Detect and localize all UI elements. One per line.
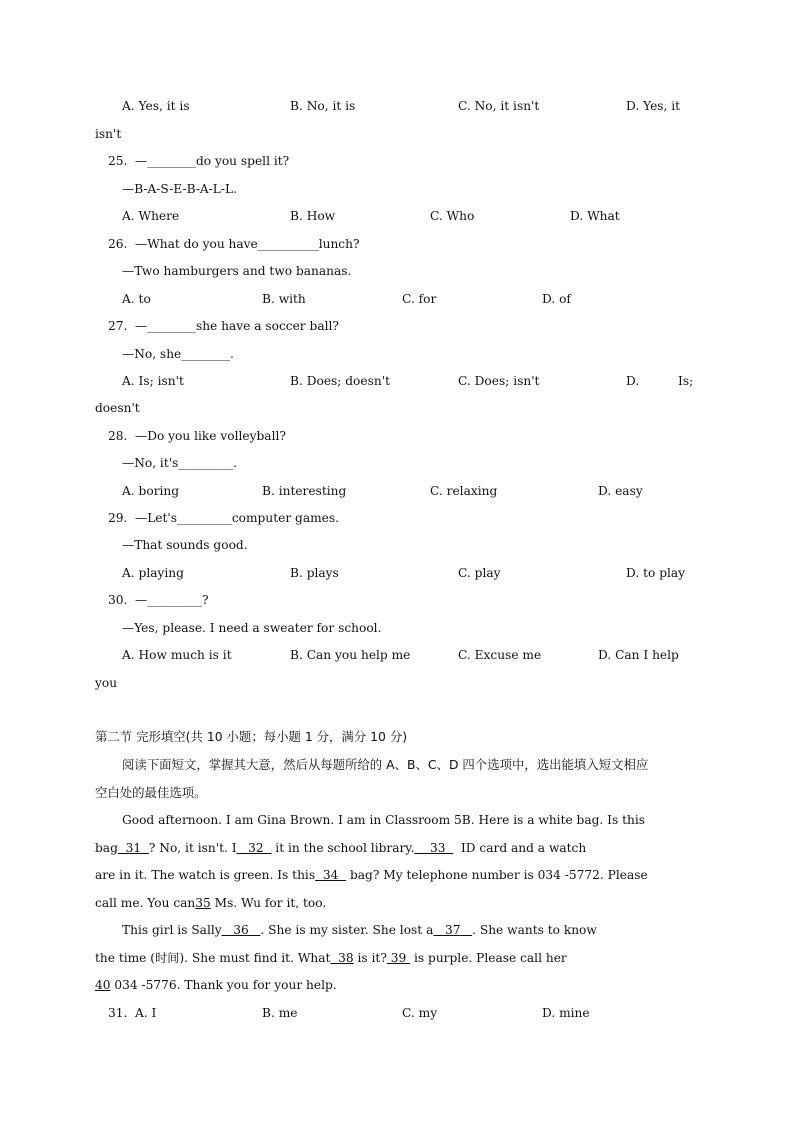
q27-option-wrap: doesn't [95, 401, 140, 415]
section-instruction-cont: 空白处的最佳选项。 [95, 785, 207, 800]
q24-option-wrap: isn't [95, 127, 122, 141]
blank-32: 32 [236, 841, 272, 855]
blank-35: 35 [195, 896, 211, 910]
q29-option-d: D. to play [626, 566, 686, 580]
q26-option-a: A. to [122, 292, 151, 306]
q28-option-c: C. relaxing [430, 484, 498, 498]
q25-option-c: C. Who [430, 209, 475, 223]
q31-option-b: B. me [262, 1006, 298, 1020]
q28-option-a: A. boring [122, 484, 180, 498]
q25-answer: —B-A-S-E-B-A-L-L. [122, 182, 237, 196]
q26-number: 26. [108, 237, 128, 251]
passage-line-3: are in it. The watch is green. Is this 34 bag? My telephone number is 034 -5772. Please [95, 868, 648, 882]
passage-line-5: This girl is Sally 36 . She is my sister. She lost a 37 . She wants to know [122, 923, 597, 937]
q29-option-c: C. play [458, 566, 501, 580]
q27-answer: —No, she________. [122, 347, 234, 361]
q29-number: 29. [108, 511, 128, 525]
q31-option-a: A. I [135, 1006, 157, 1020]
blank-37: 37 [433, 923, 473, 937]
q29-stem: —Let's_________computer games. [135, 511, 339, 525]
q28-option-d: D. easy [598, 484, 643, 498]
q27-stem: —________she have a soccer ball? [135, 319, 339, 333]
q24-option-d: D. Yes, it [626, 99, 681, 113]
q29-answer: —That sounds good. [122, 538, 248, 552]
q26-answer: —Two hamburgers and two bananas. [122, 264, 352, 278]
passage-line-4: call me. You can35 Ms. Wu for it, too. [95, 896, 327, 910]
q24-option-b: B. No, it is [290, 99, 356, 113]
q24-option-c: C. No, it isn't [458, 99, 540, 113]
q27-option-a: A. Is; isn't [122, 374, 184, 388]
section-instruction: 阅读下面短文，掌握其大意，然后从每题所给的 A、B、C、D 四个选项中，选出能填入短文相应 [122, 757, 649, 772]
q27-option-d-text: Is; [678, 374, 694, 388]
passage-line-7: 40 034 -5776. Thank you for your help. [95, 978, 337, 992]
q25-option-d: D. What [570, 209, 620, 223]
q28-answer: —No, it's_________. [122, 456, 238, 470]
q26-option-c: C. for [402, 292, 437, 306]
q31-number: 31. [108, 1006, 128, 1020]
blank-31: 31 [117, 841, 149, 855]
q29-option-a: A. playing [122, 566, 184, 580]
q30-option-b: B. Can you help me [290, 648, 411, 662]
q26-option-d: D. of [542, 292, 571, 306]
section-heading: 第二节 完形填空(共 10 小题；每小题 1 分，满分 10 分) [95, 729, 408, 744]
q30-option-d: D. Can I help [598, 648, 679, 662]
q28-number: 28. [108, 429, 128, 443]
q31-option-d: D. mine [542, 1006, 590, 1020]
q30-option-a: A. How much is it [122, 648, 232, 662]
q25-option-a: A. Where [122, 209, 180, 223]
blank-34: 34 [315, 868, 347, 882]
q25-option-b: B. How [290, 209, 336, 223]
q31-option-c: C. my [402, 1006, 438, 1020]
q30-stem: —_________? [135, 593, 209, 607]
blank-33: 33 [414, 841, 454, 855]
blank-40: 40 [95, 978, 111, 992]
q27-number: 27. [108, 319, 128, 333]
passage-line-6: the time (时间). She must find it. What 38 is it? 39 is purple. Please call her [95, 951, 567, 965]
q26-option-b: B. with [262, 292, 306, 306]
q25-number: 25. [108, 154, 128, 168]
q26-stem: —What do you have__________lunch? [135, 237, 360, 251]
blank-36: 36 [221, 923, 261, 937]
q25-stem: —________do you spell it? [135, 154, 290, 168]
q27-option-b: B. Does; doesn't [290, 374, 390, 388]
q27-option-d: D. [626, 374, 640, 388]
q24-option-a: A. Yes, it is [122, 99, 190, 113]
blank-38: 38 [330, 951, 354, 965]
q30-number: 30. [108, 593, 128, 607]
q27-option-c: C. Does; isn't [458, 374, 540, 388]
q29-option-b: B. plays [290, 566, 339, 580]
q30-answer: —Yes, please. I need a sweater for school. [122, 621, 382, 635]
q30-option-c: C. Excuse me [458, 648, 542, 662]
q28-option-b: B. interesting [262, 484, 347, 498]
q28-stem: —Do you like volleyball? [135, 429, 286, 443]
blank-39: 39 [386, 951, 411, 965]
passage-line-1: Good afternoon. I am Gina Brown. I am in Classroom 5B. Here is a white bag. Is this [122, 813, 646, 827]
passage-line-2: bag 31 ? No, it isn't. I 32 it in the school library. 33 ID card and a watch [95, 841, 587, 855]
q30-option-wrap: you [95, 676, 118, 690]
